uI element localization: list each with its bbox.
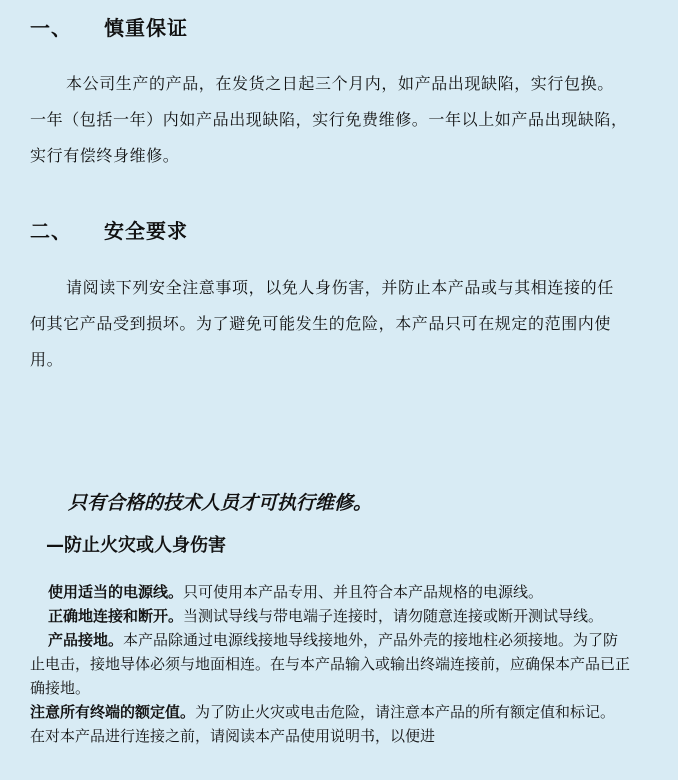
note-power-cord-text: 只可使用本产品专用、并且符合本产品规格的电源线。 — [183, 583, 544, 601]
section-2-title: 安全要求 — [104, 219, 188, 243]
section-1-number: 一、 — [30, 16, 72, 40]
note-connect-disconnect-label: 正确地连接和断开。 — [48, 607, 184, 625]
section-2-heading — [30, 215, 188, 244]
section-1-body: 本公司生产的产品，在发货之日起三个月内，如产品出现缺陷，实行包换。一年（包括一年）内如产品出现缺陷，实行免费维修。一年以上如产品出现缺陷，实行有偿终身维修。 — [30, 74, 628, 165]
note-terminal-ratings-text: 为了防止火灾或电击危险，请注意本产品的所有额定值和标记。在对本产品进行连接之前，请阅读本产品使用说明书，以便进 — [30, 703, 616, 745]
note-grounding — [30, 628, 630, 700]
note-power-cord-label: 使用适当的电源线。 — [48, 583, 184, 601]
section-2-body: 请阅读下列安全注意事项，以免人身伤害，并防止本产品或与其相连接的任何其它产品受到损坏。为了避免可能发生的危险，本产品只可在规定的范围内使用。 — [30, 278, 614, 369]
note-power-cord — [30, 580, 630, 604]
note-terminal-ratings — [30, 700, 630, 748]
safety-notes — [30, 580, 630, 748]
note-connect-disconnect-text: 当测试导线与带电端子连接时，请勿随意连接或断开测试导线。 — [183, 607, 604, 625]
section-2-number: 二、 — [30, 219, 72, 243]
warning-title: 只有合格的技术人员才可执行维修。 — [68, 492, 373, 514]
note-grounding-label: 产品接地。 — [48, 631, 124, 649]
section-1-title: 慎重保证 — [104, 16, 188, 40]
note-grounding-text: 本产品除通过电源线接地导线接地外，产品外壳的接地柱必须接地。为了防止电击，接地导体必须与地面相连。在与本产品输入或输出终端连接前，应确保本产品已正确接地。 — [30, 631, 631, 697]
note-terminal-ratings-label: 注意所有终端的额定值。 — [30, 703, 196, 721]
fire-injury-subtitle: —防止火灾或人身伤害 — [46, 535, 226, 556]
note-connect-disconnect — [30, 604, 630, 628]
section-1-heading — [30, 12, 188, 41]
